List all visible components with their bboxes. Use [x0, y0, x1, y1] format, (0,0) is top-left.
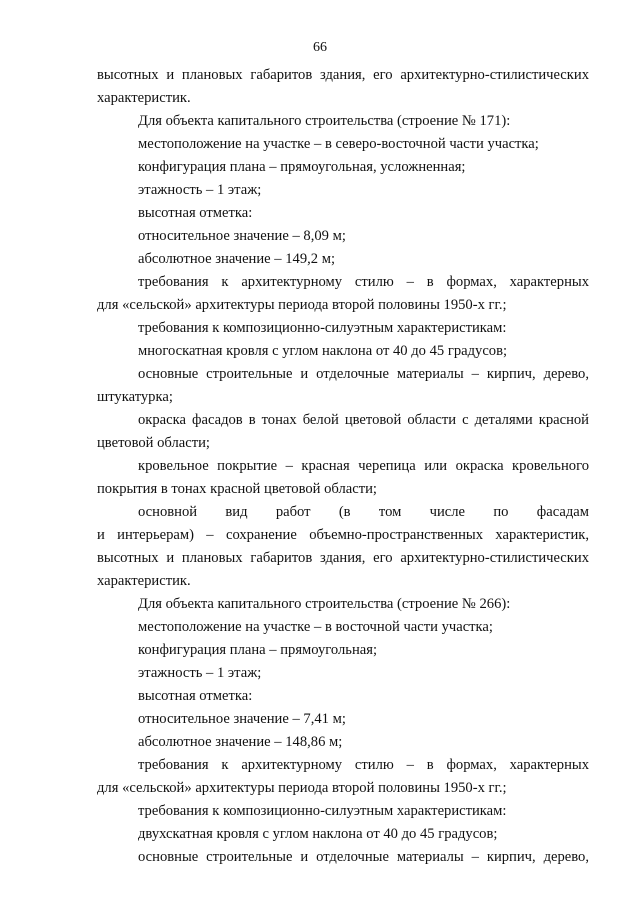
text-line: местоположение на участке – в северо-восточной части участка;	[138, 136, 539, 152]
text-line: характеристик.	[97, 90, 191, 106]
text-line: окраска фасадов в тонах белой цветовой области с деталями красной	[138, 412, 589, 428]
page-number: 66	[313, 40, 327, 55]
text-line: конфигурация плана – прямоугольная;	[138, 642, 378, 658]
text-line: штукатурка;	[97, 389, 173, 405]
text-line: Для объекта капитального строительства (строение № 266):	[138, 596, 511, 612]
text-line: многоскатная кровля с углом наклона от 40 до 45 градусов;	[138, 343, 508, 359]
text-line: цветовой области;	[97, 435, 210, 451]
text-line: местоположение на участке – в восточной части участка;	[138, 619, 493, 635]
text-line: абсолютное значение – 148,86 м;	[138, 734, 343, 750]
text-line: высотных и плановых габаритов здания, его архитектурно-стилистических	[97, 67, 589, 83]
text-line: основные строительные и отделочные материалы – кирпич, дерево,	[138, 366, 589, 382]
text-line: кровельное покрытие – красная черепица или окраска кровельного	[138, 458, 589, 474]
text-line: этажность – 1 этаж;	[138, 182, 262, 198]
text-line: Для объекта капитального строительства (строение № 171):	[138, 113, 511, 129]
text-line: требования к архитектурному стилю – в формах, характерных	[138, 757, 589, 773]
text-line: основной вид работ (в том числе по фасадам	[138, 504, 589, 520]
text-line: требования к композиционно-силуэтным характеристикам:	[138, 803, 507, 819]
text-line: этажность – 1 этаж;	[138, 665, 262, 681]
text-line: конфигурация плана – прямоугольная, усложненная;	[138, 159, 466, 175]
text-line: двухскатная кровля с углом наклона от 40 до 45 градусов;	[138, 826, 498, 842]
text-line: характеристик.	[97, 573, 191, 589]
text-line: и интерьерам) – сохранение объемно-пространственных характеристик,	[97, 527, 589, 543]
text-line: требования к архитектурному стилю – в формах, характерных	[138, 274, 589, 290]
text-line: высотная отметка:	[138, 205, 253, 221]
text-line: высотных и плановых габаритов здания, его архитектурно-стилистических	[97, 550, 589, 566]
text-line: основные строительные и отделочные материалы – кирпич, дерево,	[138, 849, 589, 865]
text-line: относительное значение – 7,41 м;	[138, 711, 346, 727]
text-line: высотная отметка:	[138, 688, 253, 704]
text-line: требования к композиционно-силуэтным характеристикам:	[138, 320, 507, 336]
text-line: для «сельской» архитектуры периода второй половины 1950-х гг.;	[97, 297, 507, 313]
text-line: покрытия в тонах красной цветовой области;	[97, 481, 377, 497]
text-line: для «сельской» архитектуры периода второй половины 1950-х гг.;	[97, 780, 507, 796]
text-line: относительное значение – 8,09 м;	[138, 228, 346, 244]
text-line: абсолютное значение – 149,2 м;	[138, 251, 336, 267]
